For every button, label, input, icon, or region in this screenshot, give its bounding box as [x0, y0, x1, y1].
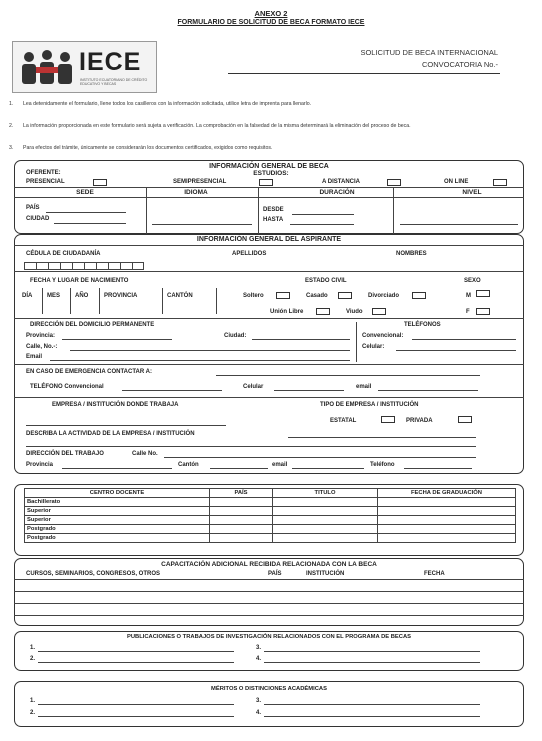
- telefono-w-label: Teléfono: [370, 462, 395, 468]
- provincia-field-label: Provincia:: [26, 333, 56, 339]
- mes-label: MES: [47, 293, 61, 299]
- tipo-empresa-label: TIPO DE EMPRESA / INSTITUCIÓN: [320, 402, 419, 408]
- privada-checkbox[interactable]: [458, 416, 472, 423]
- celular-label: Celular: [243, 384, 264, 390]
- education-header-row: [25, 489, 516, 498]
- estudios-label: ESTUDIOS:: [253, 170, 289, 177]
- titulo-header: TITULO: [273, 489, 378, 498]
- sexo-label: SEXO: [464, 278, 481, 284]
- convencional-field[interactable]: [412, 339, 516, 340]
- pub-field-3[interactable]: [264, 651, 480, 652]
- actividad-field-2[interactable]: [26, 446, 476, 447]
- nivel-header: NIVEL: [462, 189, 482, 196]
- meritos-title: MÉRITOS O DISTINCIONES ACADÉMICAS: [211, 686, 327, 692]
- oferente-label: OFERENTE:: [26, 170, 61, 176]
- estatal-checkbox[interactable]: [381, 416, 395, 423]
- online-checkbox[interactable]: [493, 179, 507, 186]
- beca-title: INFORMACIÓN GENERAL DE BECA: [209, 163, 329, 170]
- soltero-label: Soltero: [243, 293, 264, 299]
- merito-field-3[interactable]: [264, 704, 480, 705]
- hasta-label: HASTA: [263, 217, 284, 223]
- cursos-header: CURSOS, SEMINARIOS, CONGRESOS, OTROS: [26, 571, 161, 577]
- divorciado-label: Divorciado: [368, 293, 400, 299]
- casado-checkbox[interactable]: [338, 292, 352, 299]
- fecha-lugar-label: FECHA Y LUGAR DE NACIMIENTO: [30, 278, 129, 284]
- capacitacion-row[interactable]: [14, 615, 524, 616]
- calle-field-label: Calle, No.-:: [26, 344, 58, 350]
- viudo-label: Viudo: [346, 309, 363, 315]
- ciudad-field[interactable]: [54, 223, 126, 224]
- sede-header: SEDE: [76, 189, 94, 196]
- online-label: ON LINE: [444, 179, 469, 185]
- aspirante-section: [14, 234, 524, 474]
- telefono-w-field[interactable]: [404, 468, 472, 469]
- distancia-checkbox[interactable]: [387, 179, 401, 186]
- email-field[interactable]: [378, 390, 478, 391]
- email-w-label: email: [272, 462, 288, 468]
- pais-label: PAÍS: [26, 205, 40, 211]
- apellidos-label: APELLIDOS: [232, 251, 267, 257]
- pais-field[interactable]: [46, 212, 126, 213]
- anexo-title: ANEXO 2: [254, 9, 288, 18]
- people-logo-icon: [19, 50, 75, 84]
- fecha-graduacion-header: FECHA DE GRADUACIÓN: [378, 489, 516, 498]
- ciudad-field-label: Ciudad:: [224, 333, 247, 339]
- instruction-1: 1. Lea detenidamente el formulario, llene todos los casilleros con la información solicitada, utilice letra de imprenta para llenarlo.: [9, 101, 312, 107]
- capacitacion-title: CAPACITACIÓN ADICIONAL RECIBIDA RELACIONADA CON LA BECA: [161, 561, 377, 568]
- idioma-header: IDIOMA: [184, 189, 208, 196]
- publicaciones-title: PUBLICACIONES O TRABAJOS DE INVESTIGACIÓN RELACIONADOS CON EL PROGRAMA DE BECAS: [126, 634, 412, 640]
- calle-field[interactable]: [70, 350, 350, 351]
- sexo-f-checkbox[interactable]: [476, 308, 490, 315]
- actividad-label: DESCRIBA LA ACTIVIDAD DE LA EMPRESA / INSTITUCIÓN: [26, 431, 195, 437]
- emergencia-field[interactable]: [216, 375, 480, 376]
- logo-tagline: INSTITUTO ECUATORIANO DE CRÉDITO EDUCATIVO Y BECAS: [80, 78, 148, 86]
- instruction-3: 3. Para efectos del trámite, únicamente se considerarán los documentos certificados, exigidos como requisitos.: [9, 145, 273, 151]
- merito-field-2[interactable]: [38, 716, 234, 717]
- pub-item-1: 1.: [30, 645, 36, 651]
- education-row: Postgrado: [25, 525, 516, 534]
- tel-conv-label: TELÉFONO Convencional: [30, 384, 104, 390]
- sexo-m-label: M: [466, 293, 471, 299]
- merito-item-1: 1.: [30, 698, 36, 704]
- privada-label: PRIVADA: [406, 418, 433, 424]
- instruction-2: 2. La información proporcionada en este formulario será sujeta a verificación. La comprobación en la falsedad de la misma determinará la eliminación del proceso de beca.: [9, 123, 411, 129]
- estatal-label: ESTATAL: [330, 418, 357, 424]
- dir-trabajo-label: DIRECCIÓN DEL TRABAJO: [26, 451, 104, 457]
- email-input[interactable]: [50, 360, 350, 361]
- ciudad-label: CIUDAD: [26, 216, 50, 222]
- capacitacion-row[interactable]: [14, 603, 524, 604]
- convocatoria-line: [228, 73, 500, 74]
- idioma-field[interactable]: [152, 224, 252, 225]
- logo-word: IECE: [79, 48, 142, 76]
- form-title: FORMULARIO DE SOLICITUD DE BECA FORMATO IECE: [177, 19, 365, 26]
- provincia-label: PROVINCIA: [104, 293, 138, 299]
- institucion-header: INSTITUCIÓN: [306, 571, 345, 577]
- provincia-w-label: Provincia: [26, 462, 54, 468]
- presencial-label: PRESENCIAL: [26, 179, 65, 185]
- cedula-digit-boxes[interactable]: [24, 262, 144, 270]
- pub-item-3: 3.: [256, 645, 262, 651]
- union-libre-label: Unión Libre: [270, 309, 304, 315]
- capacitacion-fecha-header: FECHA: [424, 571, 445, 577]
- empresa-label: EMPRESA / INSTITUCIÓN DONDE TRABAJA: [52, 402, 179, 408]
- pub-item-4: 4.: [256, 656, 262, 662]
- merito-field-1[interactable]: [38, 704, 234, 705]
- distancia-label: A DISTANCIA: [322, 179, 360, 185]
- hasta-field[interactable]: [290, 224, 354, 225]
- education-row: Bachillerato: [25, 498, 516, 507]
- empresa-field[interactable]: [26, 425, 226, 426]
- calle-no-label: Calle No.: [132, 451, 158, 457]
- casado-label: Casado: [306, 293, 328, 299]
- merito-item-2: 2.: [30, 710, 36, 716]
- semipresencial-label: SEMIPRESENCIAL: [173, 179, 227, 185]
- anio-label: AÑO: [75, 293, 89, 299]
- dia-label: DÍA: [22, 293, 33, 299]
- canton-w-field[interactable]: [210, 468, 268, 469]
- calle-no-field[interactable]: [164, 457, 476, 458]
- merito-item-3: 3.: [256, 698, 262, 704]
- canton-label: CANTÓN: [167, 293, 193, 299]
- education-row: Superior: [25, 507, 516, 516]
- telefonos-label: TELÉFONOS: [404, 322, 441, 328]
- nombres-label: NOMBRES: [396, 251, 427, 257]
- convocatoria-label: CONVOCATORIA No.-: [422, 60, 498, 69]
- email-field-label: Email: [26, 354, 43, 360]
- merito-field-4[interactable]: [264, 716, 480, 717]
- pub-field-4[interactable]: [264, 662, 480, 663]
- union-libre-checkbox[interactable]: [316, 308, 330, 315]
- provincia-w-field[interactable]: [62, 468, 172, 469]
- merito-item-4: 4.: [256, 710, 262, 716]
- aspirante-title: INFORMACIÓN GENERAL DEL ASPIRANTE: [196, 236, 342, 243]
- viudo-checkbox[interactable]: [372, 308, 386, 315]
- soltero-checkbox[interactable]: [276, 292, 290, 299]
- education-row: Superior: [25, 516, 516, 525]
- ciudad-input[interactable]: [252, 339, 350, 340]
- nivel-field[interactable]: [400, 224, 518, 225]
- sexo-f-label: F: [466, 309, 470, 315]
- duracion-header: DURACIÓN: [319, 189, 355, 196]
- education-table: [24, 488, 516, 543]
- tel-conv-field[interactable]: [122, 390, 222, 391]
- divorciado-checkbox[interactable]: [412, 292, 426, 299]
- capacitacion-pais-header: PAÍS: [268, 571, 282, 577]
- desde-label: DESDE: [263, 207, 284, 213]
- estado-civil-label: ESTADO CIVIL: [305, 278, 347, 284]
- cedula-label: CÉDULA DE CIUDADANÍA: [26, 251, 101, 257]
- pais-header: PAÍS: [210, 489, 273, 498]
- centro-docente-header: CENTRO DOCENTE: [25, 489, 210, 498]
- celular-input[interactable]: [396, 350, 516, 351]
- semipresencial-checkbox[interactable]: [259, 179, 273, 186]
- pub-field-2[interactable]: [38, 662, 234, 663]
- pub-item-2: 2.: [30, 656, 36, 662]
- email-label: email: [356, 384, 372, 390]
- education-row: Postgrado: [25, 534, 516, 543]
- celular-field[interactable]: [274, 390, 344, 391]
- presencial-checkbox[interactable]: [93, 179, 107, 186]
- emergencia-label: EN CASO DE EMERGENCIA CONTACTAR A:: [26, 369, 152, 375]
- iece-logo: [12, 41, 157, 93]
- pub-field-1[interactable]: [38, 651, 234, 652]
- sexo-m-checkbox[interactable]: [476, 290, 490, 297]
- actividad-field[interactable]: [288, 437, 476, 438]
- convencional-field-label: Convencional:: [362, 333, 404, 339]
- solicitud-title: SOLICITUD DE BECA INTERNACIONAL: [360, 48, 498, 57]
- direccion-label: DIRECCIÓN DEL DOMICILIO PERMANENTE: [30, 322, 155, 328]
- celular-field-label: Celular:: [362, 344, 385, 350]
- email-w-field[interactable]: [292, 468, 364, 469]
- capacitacion-row[interactable]: [14, 591, 524, 592]
- desde-field[interactable]: [292, 214, 354, 215]
- provincia-field[interactable]: [62, 339, 172, 340]
- canton-w-label: Cantón: [178, 462, 199, 468]
